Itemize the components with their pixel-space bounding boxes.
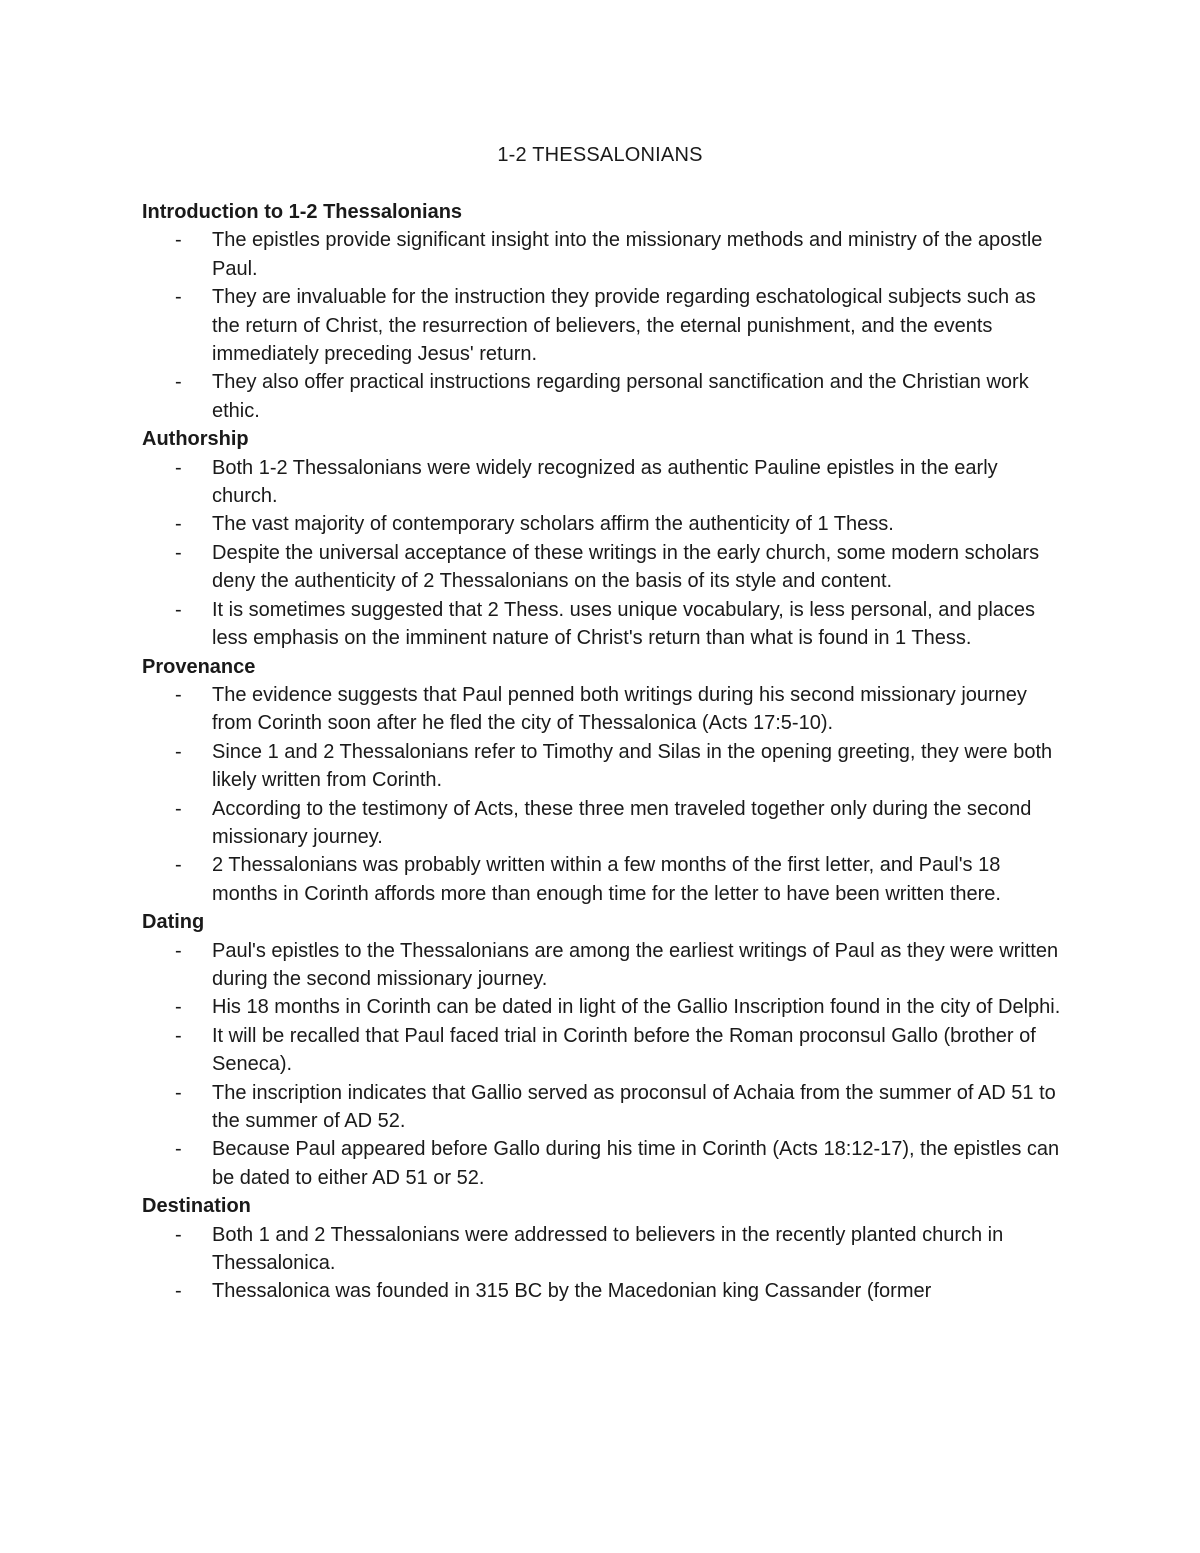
document-title: 1-2 THESSALONIANS [497, 144, 703, 166]
document-body [142, 198, 1062, 1306]
section-dating [142, 908, 1062, 1192]
section-destination [142, 1192, 1062, 1306]
bullet-dash: - [175, 683, 182, 706]
list-item [142, 851, 1062, 908]
list-item-text: Despite the universal acceptance of these writings in the early church, some modern scholars deny the authenticity of 2 Thessalonians on the basis of its style and content. [212, 541, 1040, 593]
list-item [142, 1277, 1062, 1305]
list-item [142, 454, 1062, 511]
list-item [142, 1079, 1062, 1136]
bullet-dash: - [175, 598, 182, 621]
bullet-dash: - [175, 996, 182, 1019]
list-item-text: Because Paul appeared before Gallo during his time in Corinth (Acts 18:12-17), the epistles can be dated to either AD 51 or 52. [212, 1138, 1060, 1189]
list-item-text: Since 1 and 2 Thessalonians refer to Timothy and Silas in the opening greeting, they were both likely written from Corinth. [212, 740, 1053, 792]
list-item-text: According to the testimony of Acts, these three men traveled together only during the second missionary journey. [212, 797, 1032, 848]
bullet-list [142, 454, 1062, 653]
list-item-text: Both 1-2 Thessalonians were widely recognized as authentic Pauline epistles in the early church. [212, 456, 998, 508]
list-item [142, 539, 1062, 596]
list-item [142, 226, 1062, 283]
section-heading: Dating [142, 911, 205, 934]
bullet-list [142, 937, 1062, 1193]
bullet-list [142, 226, 1062, 425]
list-item [142, 1135, 1062, 1192]
bullet-dash: - [175, 939, 182, 962]
bullet-list [142, 681, 1062, 908]
list-item-text: It will be recalled that Paul faced trial in Corinth before the Roman proconsul Gallo (brother of Seneca). [212, 1024, 1036, 1076]
list-item-text: Both 1 and 2 Thessalonians were addressed to believers in the recently planted church in Thessalonica. [212, 1223, 1004, 1275]
list-item [142, 1221, 1062, 1278]
list-item-text: Thessalonica was founded in 315 BC by the Macedonian king Cassander (former [212, 1280, 932, 1303]
list-item-text: His 18 months in Corinth can be dated in light of the Gallio Inscription found in the city of Delphi. [212, 996, 1061, 1019]
list-item-text: 2 Thessalonians was probably written within a few months of the first letter, and Paul's 18 months in Corinth affords more than enough time for the letter to have been written there. [212, 854, 1001, 905]
list-item [142, 738, 1062, 795]
bullet-dash: - [175, 1081, 182, 1104]
list-item-text: The vast majority of contemporary scholars affirm the authenticity of 1 Thess. [212, 513, 894, 536]
bullet-dash: - [175, 1223, 182, 1246]
list-item-text: They also offer practical instructions regarding personal sanctification and the Christian work ethic. [212, 371, 1029, 422]
bullet-dash: - [175, 371, 182, 394]
list-item [142, 993, 1062, 1021]
bullet-dash: - [175, 229, 182, 252]
bullet-dash: - [175, 797, 182, 820]
list-item [142, 795, 1062, 852]
section-heading: Introduction to 1-2 Thessalonians [142, 201, 463, 223]
list-item [142, 1022, 1062, 1079]
list-item [142, 681, 1062, 738]
bullet-dash: - [175, 456, 182, 479]
bullet-dash: - [175, 286, 182, 309]
bullet-dash: - [175, 854, 182, 877]
section-introduction [142, 198, 1062, 425]
list-item-text: The evidence suggests that Paul penned both writings during his second missionary journey from Corinth soon after he fled the city of Thessalonica (Acts 17:5-10). [212, 683, 1027, 735]
section-authorship [142, 425, 1062, 652]
list-item [142, 368, 1062, 425]
bullet-dash: - [175, 740, 182, 763]
list-item-text: They are invaluable for the instruction they provide regarding eschatological subjects such as the return of Christ, the resurrection of believers, the eternal punishment, and the events immediately preceding Jesus' return. [212, 286, 1036, 366]
bullet-dash: - [175, 513, 182, 536]
section-heading: Authorship [142, 428, 249, 451]
bullet-dash: - [175, 1280, 182, 1303]
list-item-text: The epistles provide significant insight into the missionary methods and ministry of the apostle Paul. [212, 229, 1043, 280]
list-item-text: It is sometimes suggested that 2 Thess. uses unique vocabulary, is less personal, and places less emphasis on the imminent nature of Christ's return than what is found in 1 Thess. [212, 598, 1036, 650]
list-item-text: The inscription indicates that Gallio served as proconsul of Achaia from the summer of AD 51 to the summer of AD 52. [212, 1081, 1056, 1132]
list-item-text: Paul's epistles to the Thessalonians are among the earliest writings of Paul as they were written during the second missionary journey. [212, 939, 1059, 990]
section-heading: Destination [142, 1195, 251, 1218]
section-heading: Provenance [142, 655, 256, 678]
list-item [142, 283, 1062, 368]
list-item [142, 510, 1062, 538]
bullet-dash: - [175, 1138, 182, 1161]
bullet-dash: - [175, 541, 182, 564]
list-item [142, 596, 1062, 653]
bullet-dash: - [175, 1024, 182, 1047]
bullet-list [142, 1221, 1062, 1306]
section-provenance [142, 653, 1062, 909]
list-item [142, 937, 1062, 994]
